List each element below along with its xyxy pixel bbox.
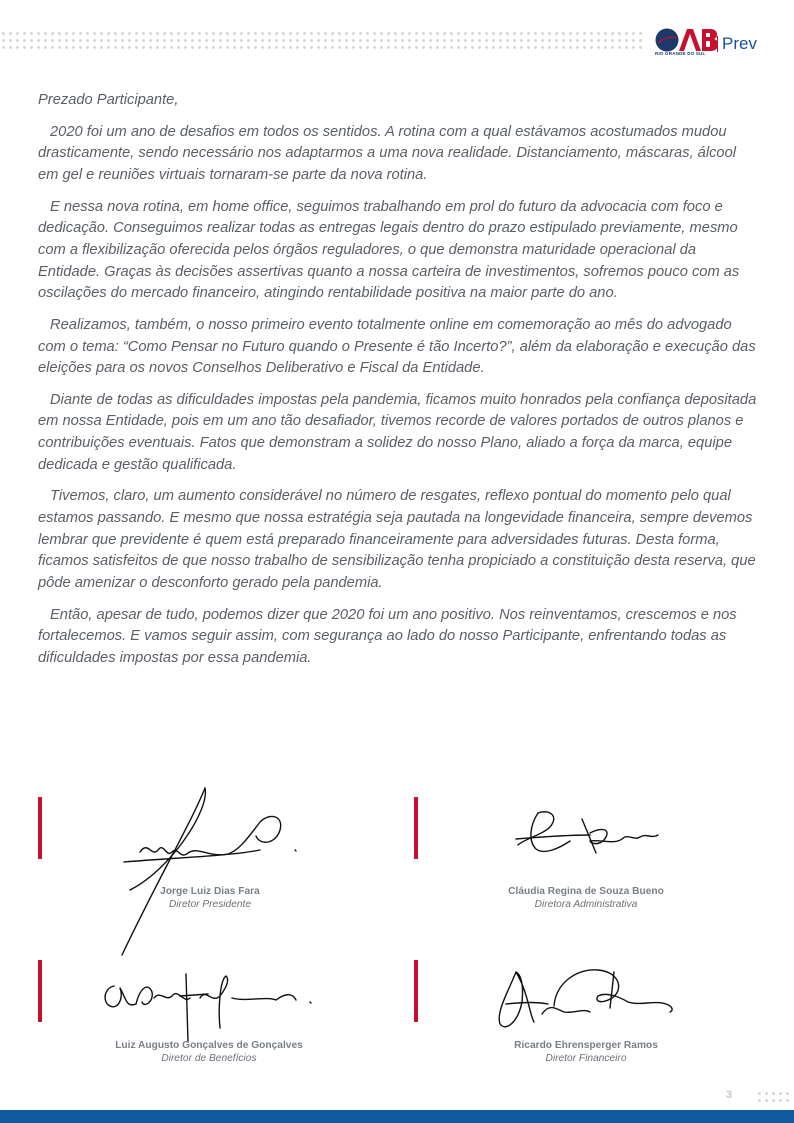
signatory-role-4: Diretor Financeiro (545, 1053, 627, 1064)
signature-image-4 (494, 962, 684, 1042)
letter-paragraph-5: Tivemos, claro, um aumento considerável no número de resgates, reflexo pontual do momento pelo qual estamos passando. E mesmo que nossa estratégia seja pautada na longevidade financeira, sempre devemos lembrar que previdente é quem está preparado financeiramente para adversidades futuras. Desta forma, ficamos satisfeitos de que nosso trabalho de sensibilização tenha propiciado a constituição desta reserva, que pôde amenizar o desconforto gerado pela pandemia. (38, 488, 756, 591)
header-dot-pattern (0, 30, 644, 52)
letter-body (38, 90, 760, 680)
logo-subtitle: RIO GRANDE DO SUL (655, 51, 706, 56)
signature-accent-bar (38, 960, 42, 1022)
letter-paragraph-2: E nessa nova rotina, em home office, seguimos trabalhando em prol do futuro da advocacia com foco e dedicação. Conseguimos realizar todas as entregas legais dentro do prazo estipulado previamente, mesmo com a flexibilização oferecida pelos órgãos reguladores, o que demonstra maturidade operacional da Entidade. Graças às decisões assertivas quanto a nossa carteira de investimentos, sofremos pouco com as oscilações do mercado financeiro, atingindo rentabilidade positiva na maior parte do ano. (38, 198, 740, 302)
letter-paragraph-1: 2020 foi um ano de desafios em todos os sentidos. A rotina com a qual estávamos acostumados mudou drasticamente, sendo necessário nos adaptarmos a uma nova realidade. Distanciamento, máscaras, álcool em gel e reuniões virtuais tornaram-se parte da nova rotina. (38, 123, 737, 183)
signatory-name-1: Jorge Luiz Dias Fara (160, 886, 260, 897)
logo-prev-text: Prev (722, 34, 757, 53)
footer-band (0, 1110, 794, 1123)
signature-accent-bar (38, 797, 42, 859)
signature-image-2 (510, 805, 670, 865)
signatory-name-2: Cláudia Regina de Souza Bueno (508, 886, 664, 897)
signatory-name-3: Luiz Augusto Gonçalves de Gonçalves (115, 1040, 303, 1051)
page-number: 3 (726, 1089, 733, 1101)
signatory-name-4: Ricardo Ehrensperger Ramos (514, 1040, 658, 1051)
signature-image-3 (96, 968, 326, 1048)
signatory-role-2: Diretora Administrativa (534, 899, 638, 910)
logo-divider (717, 36, 718, 52)
letter-paragraph-4: Diante de todas as dificuldades impostas pela pandemia, ficamos muito honrados pela confiança depositada em nossa Entidade, pois em um ano tão desafiador, tivemos recorde de valores portados de outros planos e contribuições eventuais. Fatos que demonstram a solidez do nosso Plano, aliado a força da marca, equipe dedicada e gestão qualificada. (38, 391, 757, 473)
signatory-role-3: Diretor de Benefícios (161, 1053, 257, 1064)
letter-greeting: Prezado Participante, (38, 92, 179, 108)
signatory-role-1: Diretor Presidente (168, 899, 252, 910)
letter-paragraph-3: Realizamos, também, o nosso primeiro evento totalmente online em comemoração ao mês do advogado com o tema: “Como Pensar no Futuro quando o Presente é tão Incerto?”, além da elaboração e execução das eleições para os novos Conselhos Deliberativo e Fiscal da Entidade. (38, 316, 756, 377)
signature-accent-bar (414, 797, 418, 859)
footer-dot-pattern (756, 1090, 792, 1104)
letter-paragraph-6: Então, apesar de tudo, podemos dizer que 2020 foi um ano positivo. Nos reinventamos, crescemos e nos fortalecemos. E vamos seguir assim, com segurança ao lado do nosso Participante, enfrentando todas as dificuldades impostas por essa pandemia. (38, 606, 737, 666)
signature-image-1 (110, 780, 310, 960)
signature-accent-bar (414, 960, 418, 1022)
